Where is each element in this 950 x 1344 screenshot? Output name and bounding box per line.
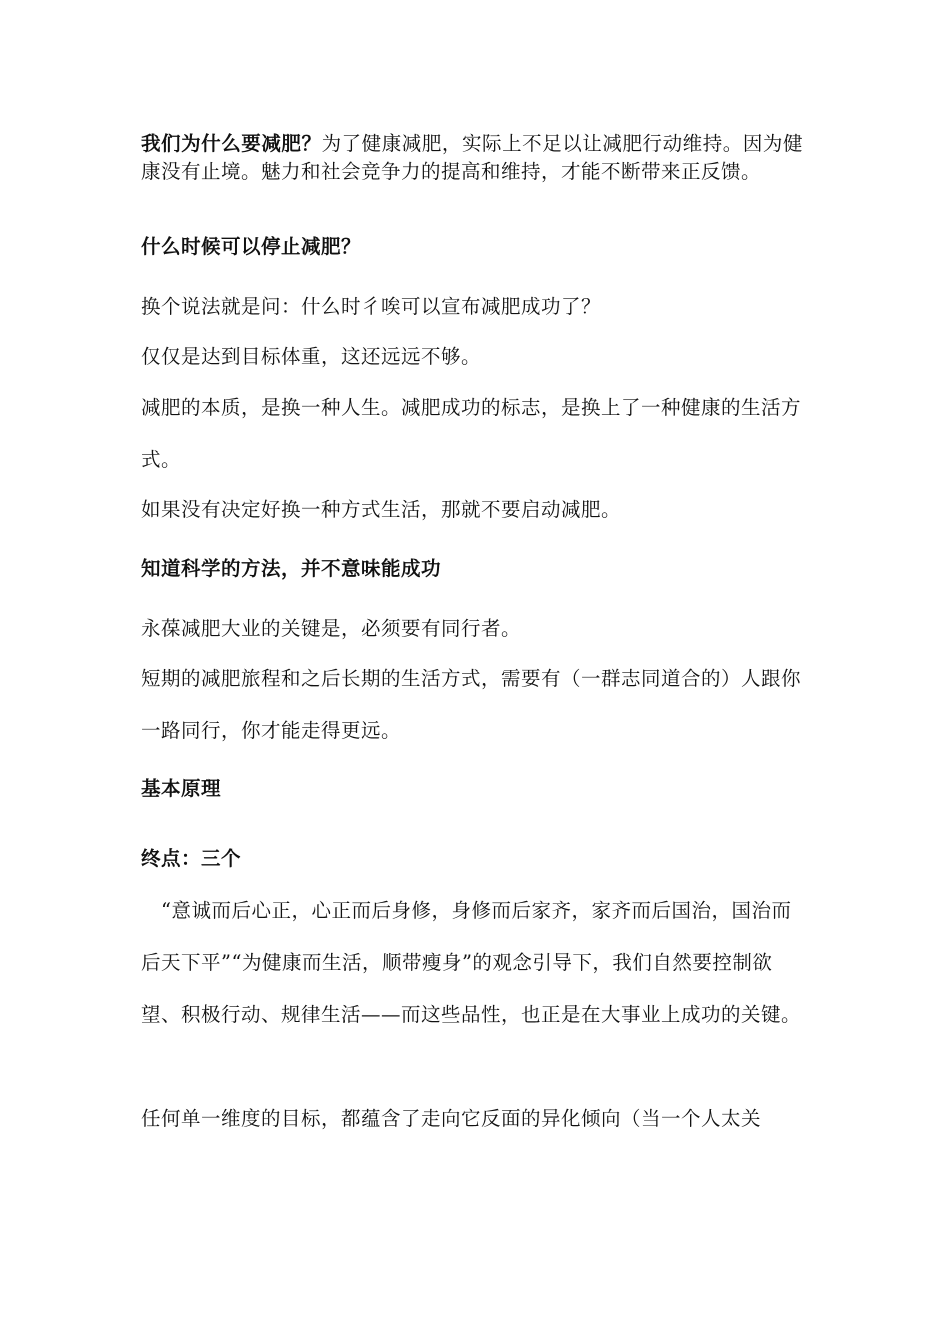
paragraph-journey: 短期的减肥旅程和之后长期的生活方式，需要有（一群志同道合的）人跟你一路同行，你才能走得更远。 [141,667,802,742]
section-heading-scientific-method: 知道科学的方法，并不意味能成功 [141,557,442,580]
paragraph-quote: “意诚而后心正，心正而后身修，身修而后家齐，家齐而后国治，国治而后天下平”“为健康而生活，顺带瘦身”的观念引导下，我们自然要控制欲望、积极行动、规律生活——而这些品性，也正是在大事业上成功的关键。 [141,899,802,1026]
intro-lead: 我们为什么要减肥？ [141,132,322,155]
paragraph-question-success: 换个说法就是问：什么时彳唉可以宣布减肥成功了？ [141,295,602,318]
paragraph-target-weight: 仅仅是达到目标体重，这还远远不够。 [141,345,482,368]
section-heading-basic-principles: 基本原理 [141,777,222,800]
intro-paragraph [141,130,803,186]
paragraph-companions: 永葆减肥大业的关键是，必须要有同行者。 [141,617,522,640]
intro-text: 为了健康减肥，实际上不足以让减肥行动维持。因为健康没有止境。魅力和社会竞争力的提高和维持，才能不断带来正反馈。 [141,132,803,183]
paragraph-decide-lifestyle: 如果没有决定好换一种方式生活，那就不要启动减肥。 [141,498,622,521]
section-heading-endpoint: 终点：三个 [141,847,242,870]
paragraph-essence: 减肥的本质，是换一种人生。减肥成功的标志，是换上了一种健康的生活方式。 [141,396,802,471]
section-heading-stop-dieting: 什么时候可以停止减肥？ [141,235,362,258]
paragraph-single-dimension: 任何单一维度的目标，都蕴含了走向它反面的异化倾向（当一个人太关 [141,1107,762,1130]
